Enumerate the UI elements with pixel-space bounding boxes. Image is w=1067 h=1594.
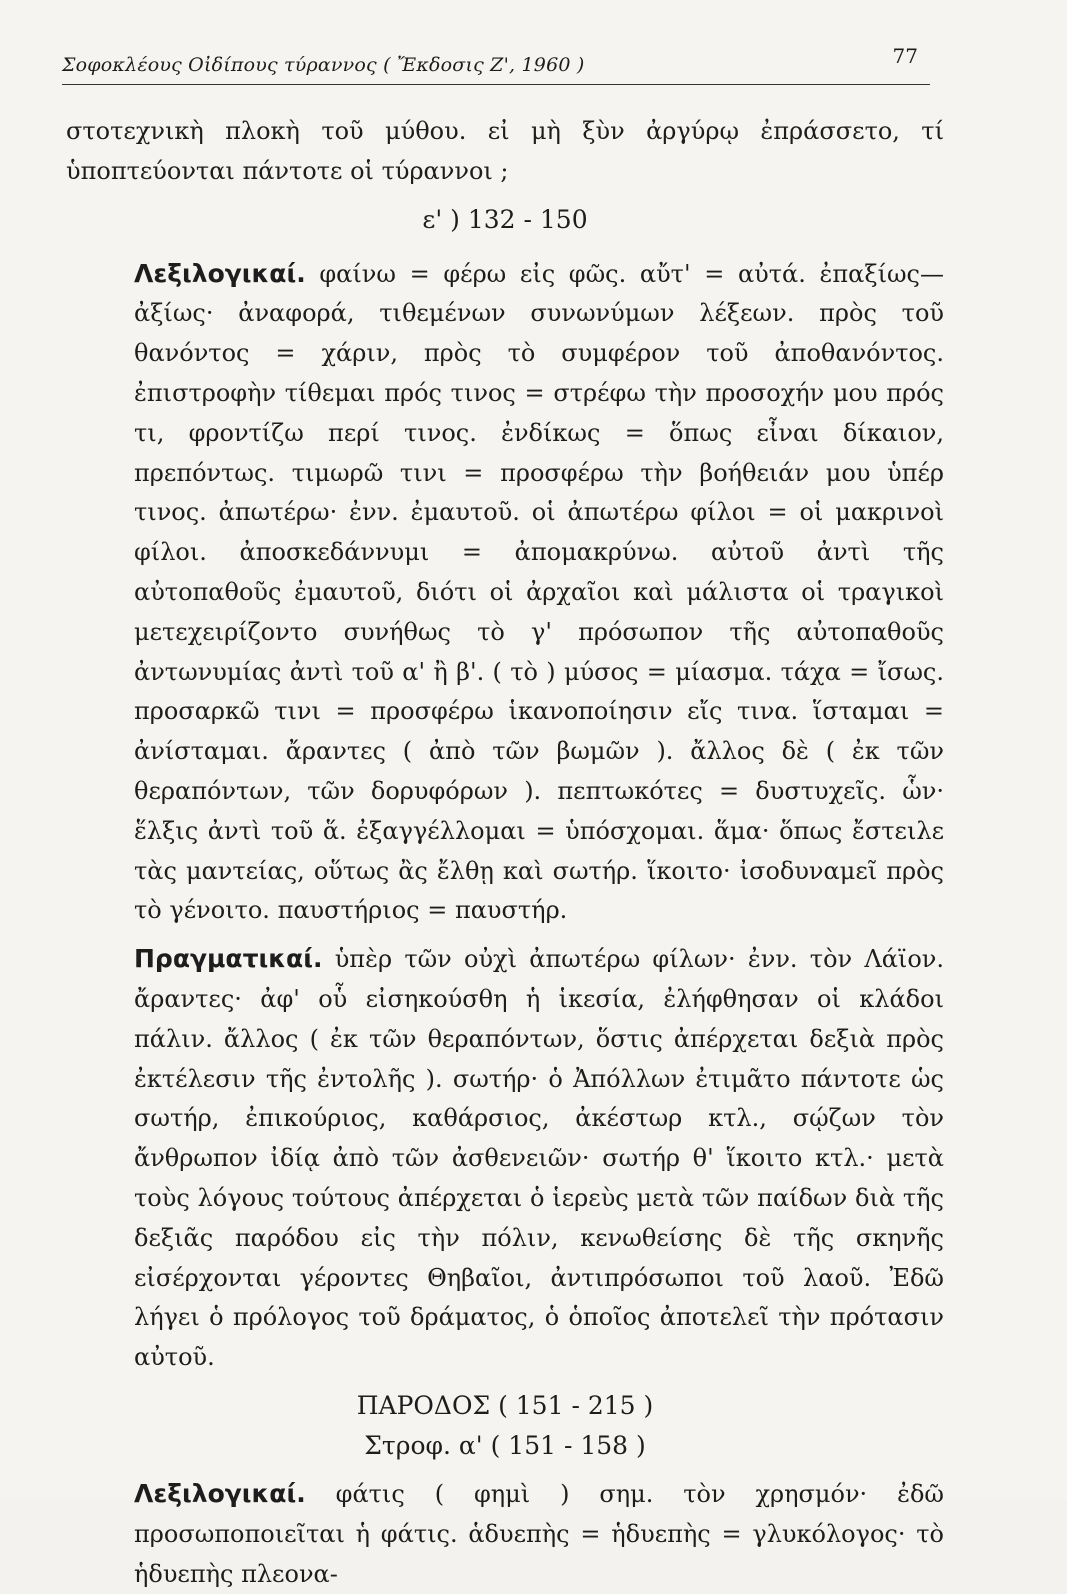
- lexical-notes-paragraph: [66, 254, 944, 932]
- page-number: 77: [892, 44, 918, 68]
- running-header: [62, 44, 930, 85]
- parodos-lexical-paragraph: [66, 1474, 944, 1594]
- factual-notes-text: ὑπὲρ τῶν οὐχὶ ἀπωτέρω φίλων· ἐνν. τὸν Λάϊον. ἄραντες· ἀφ' οὗ εἰσηκούσθη ἡ ἱκεσία, ἐλήφθησαν οἱ κλάδοι πάλιν. ἄλλος ( ἐκ τῶν θεραπόντων, ὅστις ἀπέρχεται δεξιὰ πρὸς ἐκτέλεσιν τῆς ἐντολῆς ). σωτήρ· ὁ Ἀπόλλων ἐτιμᾶτο πάντοτε ὡς σωτήρ, ἐπικούριος, καθάρσιος, ἀκέστωρ κτλ., σῴζων τὸν ἄνθρωπον ἰδίᾳ ἀπὸ τῶν ἀσθενειῶν· σωτήρ θ' ἵκοιτο κτλ.· μετὰ τοὺς λόγους τούτους ἀπέρχεται ὁ ἱερεὺς μετὰ τῶν παίδων διὰ τῆς δεξιᾶς παρόδου εἰς τὴν πόλιν, κενωθείσης δὲ τῆς σκηνῆς εἰσέρχονται γέροντες Θηβαῖοι, ἀντιπρόσωποι τοῦ λαοῦ. Ἐδῶ λήγει ὁ πρόλογος τοῦ δράματος, ὁ ὁποῖος ἀποτελεῖ τὴν πρότασιν αὐτοῦ.: [134, 945, 944, 1372]
- lexical-notes-text: φαίνω = φέρω εἰς φῶς. αὔτ' = αὐτά. ἐπαξίως—ἀξίως· ἀναφορά, τιθεμένων συνωνύμων λέξεων. πρὸς τοῦ θανόντος = χάριν, πρὸς τὸ συμφέρον τοῦ ἀποθανόντος. ἐπιστροφὴν τίθεμαι πρός τινος = στρέφω τὴν προσοχήν μου πρός τι, φροντίζω περί τινος. ἐνδίκως = ὅπως εἶναι δίκαιον, πρεπόντως. τιμωρῶ τινι = προσφέρω τὴν βοήθειάν μου ὑπέρ τινος. ἀπωτέρω· ἐνν. ἐμαυτοῦ. οἱ ἀπωτέρω φίλοι = οἱ μακρινοὶ φίλοι. ἀποσκεδάννυμι = ἀπομακρύνω. αὐτοῦ ἀντὶ τῆς αὐτοπαθοῦς ἐμαυτοῦ, διότι οἱ ἀρχαῖοι καὶ μάλιστα οἱ τραγικοὶ μετεχειρίζοντο συνήθως τὸ γ' πρόσωπον τῆς αὐτοπαθοῦς ἀντωνυμίας ἀντὶ τοῦ α' ἢ β'. ( τὸ ) μύσος = μίασμα. τάχα = ἴσως. προσαρκῶ τινι = προσφέρω ἱκανοποίησιν εἴς τινα. ἵσταμαι = ἀνίσταμαι. ἄραντες ( ἀπὸ τῶν βωμῶν ). ἄλλος δὲ ( ἐκ τῶν θεραπόντων, τῶν δορυφόρων ). πεπτωκότες = δυστυχεῖς. ὧν· ἕλξις ἀντὶ τοῦ ἅ. ἐξαγγέλλομαι = ὑπόσχομαι. ἅμα· ὅπως ἔστειλε τὰς μαντείας, οὕτως ἂς ἔλθῃ καὶ σωτήρ. ἵκοιτο· ἰσοδυναμεῖ πρὸς τὸ γένοιτο. παυστήριος = παυστήρ.: [134, 259, 944, 925]
- parodos-heading: ΠΑΡΟΔΟΣ ( 151 - 215 ): [356, 1390, 654, 1420]
- running-title: Σοφοκλέους Οἰδίπους τύραννος ( Ἔκδοσις Ζ', 1960 ): [62, 54, 585, 76]
- parodos-lexical-label: Λεξιλογικαί.: [134, 1478, 306, 1508]
- factual-notes-paragraph: [66, 939, 944, 1378]
- intro-paragraph: στοτεχνικὴ πλοκὴ τοῦ μύθου. εἰ μὴ ξὺν ἀργύρῳ ἐπράσσετο, τί ὑποπτεύονται πάντοτε οἱ τύραννοι ;: [66, 117, 944, 185]
- parodos-lexical-text: φάτις ( φημὶ ) σημ. τὸν χρησμόν· ἐδῶ προσωποποιεῖται ἡ φάτις. ἁδυεπὴς = ἡδυεπὴς = γλυκόλογος· τὸ ἡδυεπὴς πλεονα-: [134, 1479, 944, 1588]
- page-body: [66, 112, 944, 1594]
- strophe-heading: Στροφ. α' ( 151 - 158 ): [364, 1430, 646, 1460]
- factual-notes-label: Πραγματικαί.: [134, 944, 323, 974]
- section-heading: ε' ) 132 - 150: [422, 204, 588, 234]
- lexical-notes-label: Λεξιλογικαί.: [134, 258, 306, 288]
